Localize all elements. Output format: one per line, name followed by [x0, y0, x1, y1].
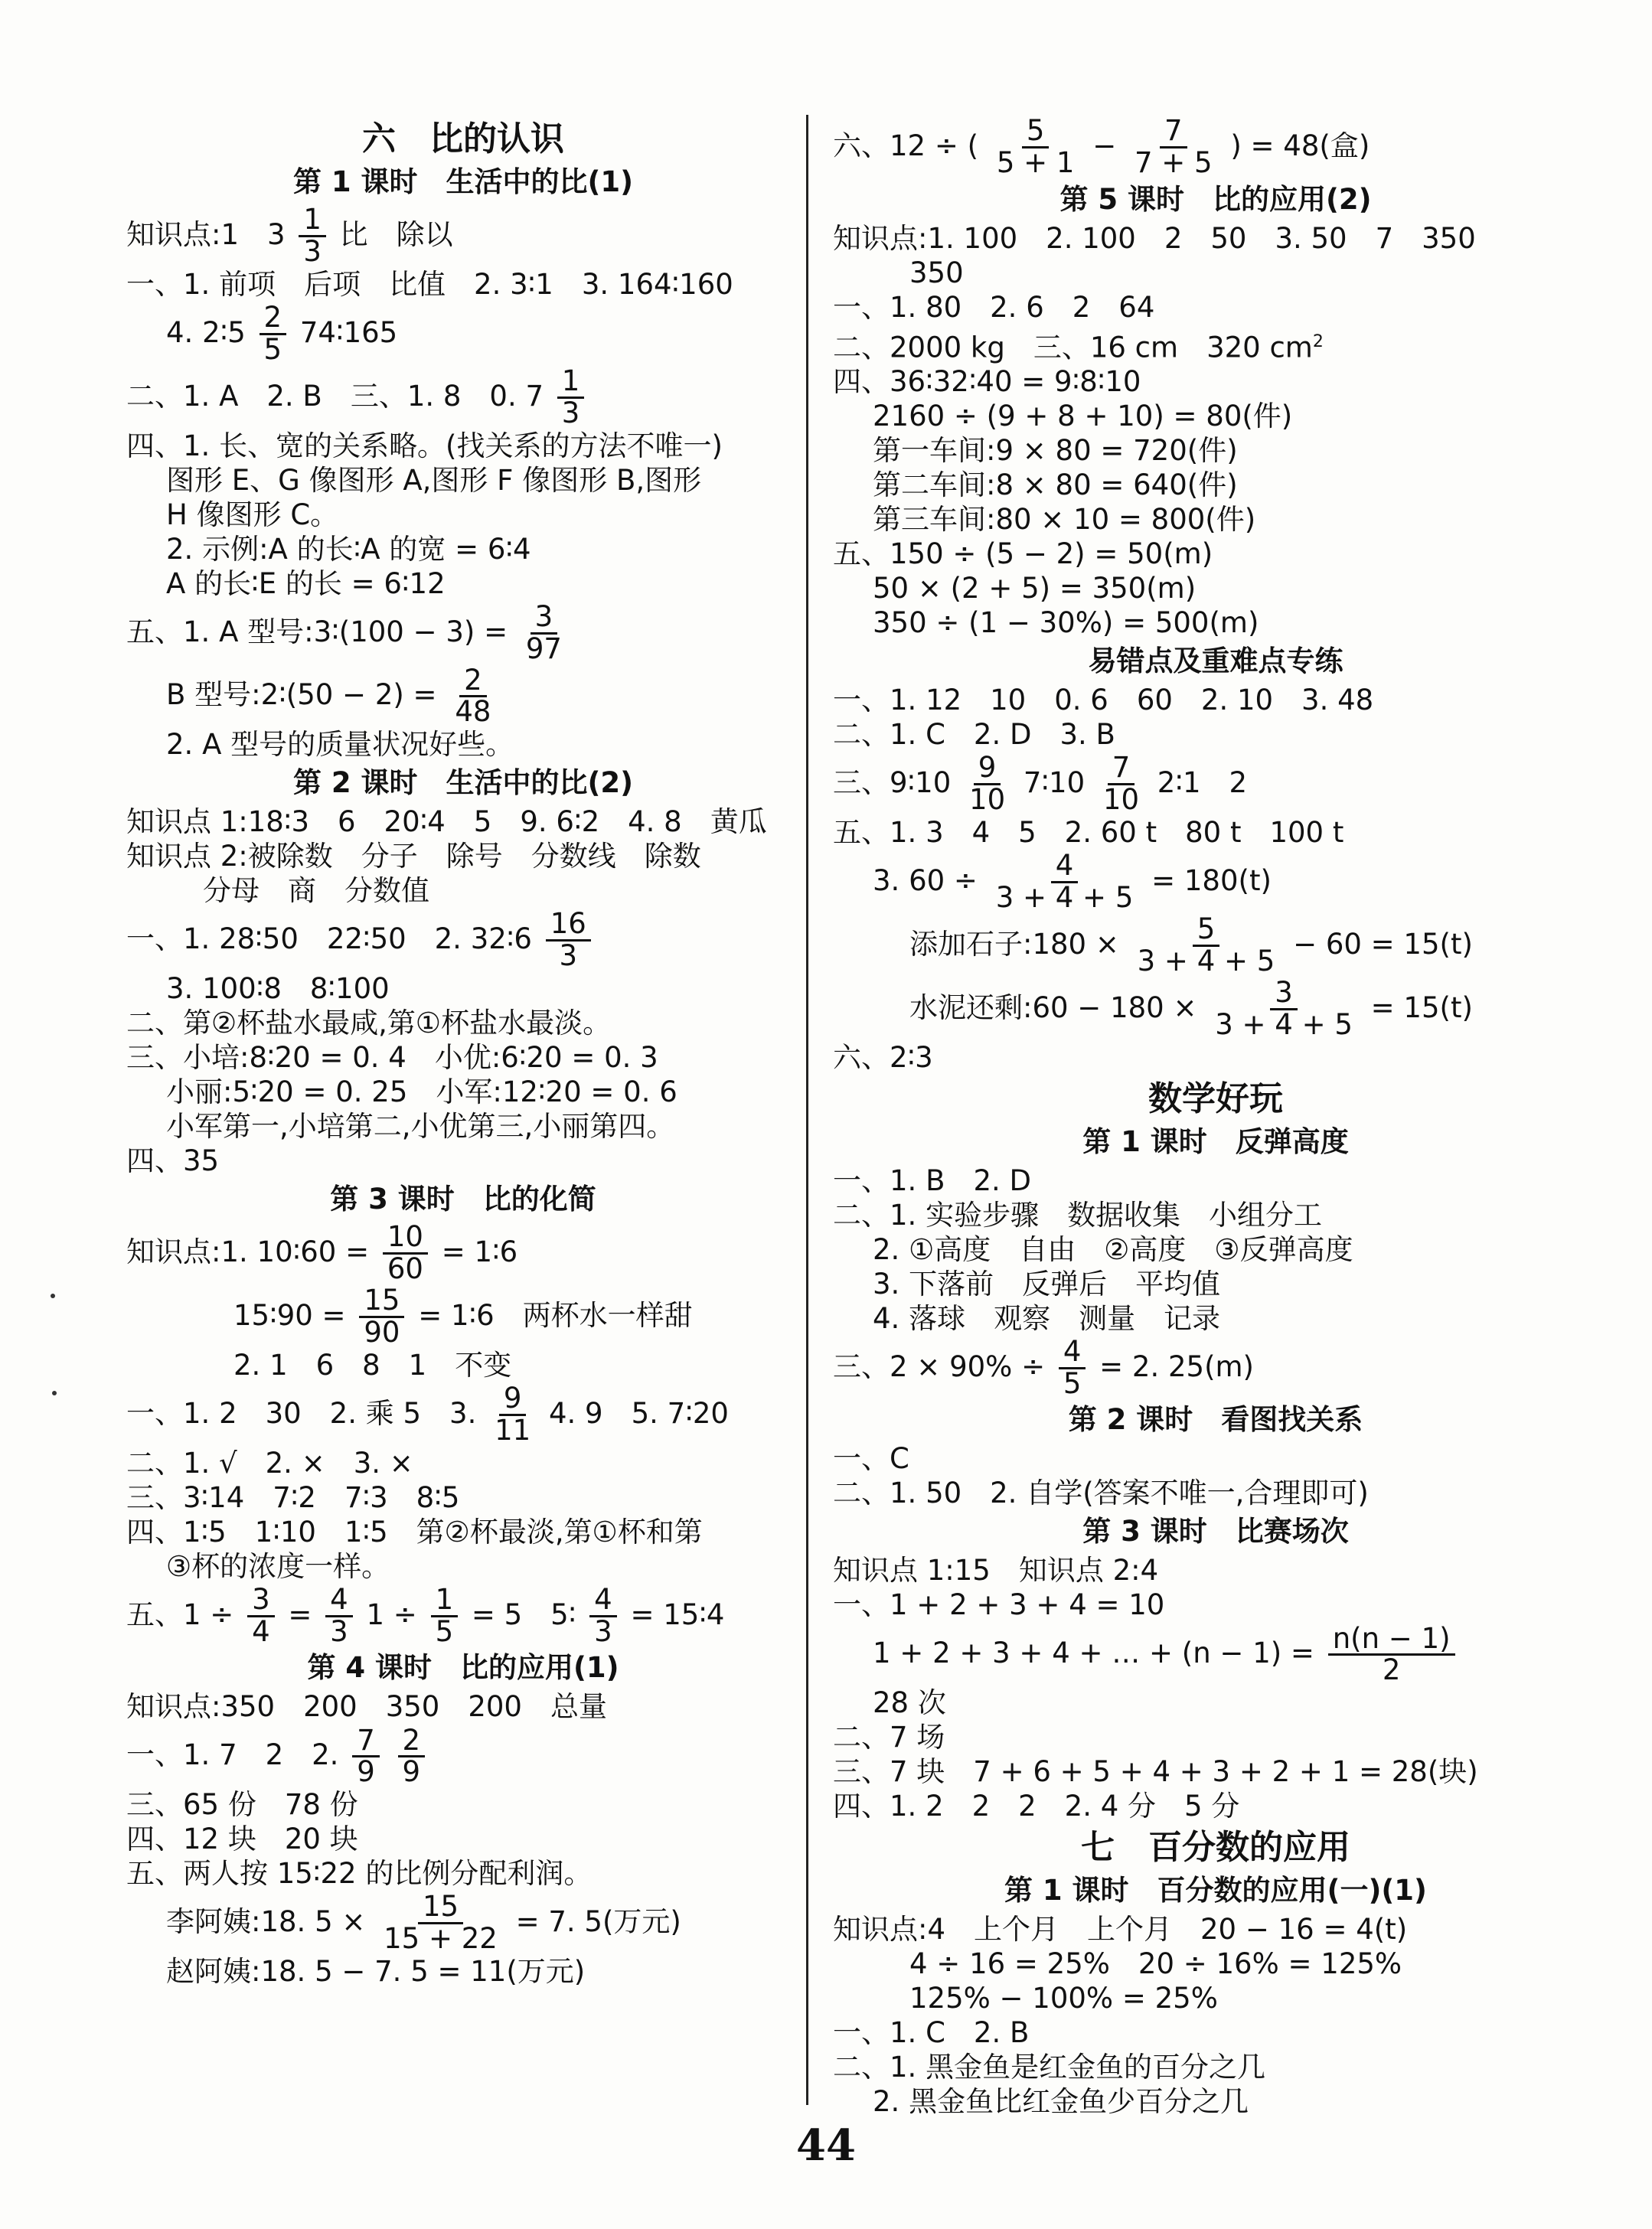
column-divider	[806, 115, 808, 2105]
fraction: $\frac{4}{3}$	[325, 1585, 353, 1647]
section-title: 易错点及重难点专练	[1088, 645, 1343, 678]
scan-dot	[52, 1391, 57, 1395]
answer-line: 李阿姨:18. 5 × $\frac{15}{15 + 22}$ = 7. 5(万元)	[166, 1890, 681, 1956]
answer-line: 28 次	[873, 1686, 946, 1720]
answer-line: A 的长∶E 的长 = 6∶12	[166, 566, 446, 600]
answer-line: 一、1. 前项 后项 比值 2. 3∶1 3. 164∶160	[126, 267, 733, 301]
lesson-title: 第 2 课时 生活中的比(2)	[292, 766, 634, 800]
answer-line: 知识点:4 上个月 上个月 20 − 16 = 4(t)	[833, 1913, 1408, 1947]
fraction: $\frac{10}{60}$	[383, 1222, 428, 1284]
answer-line: 2. ①高度 自由 ②高度 ③反弹高度	[873, 1232, 1353, 1266]
answer-line: 水泥还剩:60 − 180 × $\frac{3}{3 + 4 + 5}$ = 15(t)	[909, 975, 1473, 1041]
answer-line: 一、1. 28∶50 22∶50 2. 32∶6 $\frac{16}{3}$	[126, 908, 800, 971]
page-number: 44	[796, 2120, 856, 2171]
fraction: $\frac{16}{3}$	[546, 909, 591, 971]
fraction: $\frac{5}{3 + 4 + 5}$	[1137, 912, 1275, 977]
answer-line: 一、1. 2 30 2. 乘 5 3. $\frac{9}{11}$ 4. 9 5. 7∶20	[126, 1381, 729, 1447]
fraction: $\frac{1}{3}$	[557, 367, 585, 429]
fraction: $\frac{7}{7 + 5}$	[1134, 114, 1213, 179]
answer-line: ③杯的浓度一样。	[166, 1549, 390, 1583]
answer-line: 四、36∶32∶40 = 9∶8∶10	[833, 365, 1141, 399]
fraction: $\frac{n(n - 1)}{2}$	[1328, 1624, 1455, 1686]
answer-line: 3. 下落前 反弹后 平均值	[873, 1267, 1221, 1301]
answer-line: 四、35	[126, 1144, 220, 1178]
answer-line: 二、1. A 2. B 三、1. 8 0. 7 $\frac{1}{3}$	[126, 365, 800, 429]
answer-line: 50 × (2 + 5) = 350(m)	[873, 572, 1197, 605]
answer-line: 1 + 2 + 3 + 4 + … + (n − 1) = $\frac{n(n - 1)}{2}$	[833, 1622, 1598, 1686]
answer-line: 五、1 ÷ $\frac{3}{4}$ = $\frac{4}{3}$ 1 ÷ $\frac{1}{5}$ = 5 5∶ $\frac{4}{3}$ = 15∶4	[126, 1582, 725, 1648]
answer-line: 知识点 1:18∶3 6 20∶4 5 9. 6∶2 4. 8 黄瓜	[126, 805, 767, 839]
answer-line: 三、小培:8∶20 = 0. 4 小优:6∶20 = 0. 3	[126, 1041, 658, 1075]
answer-line: 三、2 × 90% ÷ $\frac{4}{5}$ = 2. 25(m)	[833, 1334, 1254, 1400]
fraction: $\frac{9}{10}$	[969, 751, 1006, 817]
answer-line: 四、1. 长、宽的关系略。(找关系的方法不唯一)	[126, 429, 723, 462]
answer-line: 二、1. 实验步骤 数据收集 小组分工	[833, 1198, 1323, 1232]
answer-line: B 型号:2∶(50 − 2) = $\frac{2}{48}$	[126, 664, 800, 727]
fraction: $\frac{9}{11}$	[495, 1381, 531, 1447]
lesson-title: 第 1 课时 生活中的比(1)	[292, 165, 634, 198]
answer-line: H 像图形 C。	[166, 498, 339, 531]
fraction: $\frac{5}{5 + 1}$	[996, 114, 1075, 179]
lesson-title: 第 2 课时 看图找关系	[1068, 1403, 1363, 1437]
fraction: $\frac{15}{90}$	[359, 1286, 404, 1348]
answer-line: 四、1. 2 2 2 2. 4 分 5 分	[833, 1790, 1240, 1823]
fraction: $\frac{2}{48}$	[455, 663, 491, 729]
answer-line: 五、150 ÷ (5 − 2) = 50(m)	[833, 537, 1213, 571]
answer-line: 350 ÷ (1 − 30%) = 500(m)	[873, 606, 1259, 640]
answer-line: 知识点:1. 10∶60 = $\frac{10}{60}$ = 1∶6	[126, 1220, 518, 1286]
answer-line: 五、两人按 15∶22 的比例分配利润。	[126, 1857, 593, 1891]
answer-line: 一、C	[833, 1442, 909, 1476]
answer-line: 分母 商 分数值	[203, 874, 429, 908]
answer-line: 六、12 ÷ ( $\frac{5}{5 + 1}$ − $\frac{7}{7 + 5}$ ) = 48(盒)	[833, 114, 1370, 179]
lesson-title: 第 4 课时 比的应用(1)	[307, 1651, 619, 1685]
answer-line: 知识点 1:15 知识点 2:4	[833, 1554, 1159, 1588]
fraction: $\frac{4}{3 + 4 + 5}$	[995, 849, 1134, 915]
fraction: $\frac{1}{3}$	[299, 205, 326, 267]
left-column	[126, 115, 800, 1989]
scan-dot	[51, 1294, 55, 1298]
answer-line: 三、9∶10 $\frac{9}{10}$ 7∶10 $\frac{7}{10}$ 2∶1 2	[833, 751, 1248, 817]
answer-line: 图形 E、G 像图形 A,图形 F 像图形 B,图形	[166, 463, 702, 497]
answer-line: 二、1. C 2. D 3. B	[833, 718, 1115, 752]
fraction: $\frac{1}{5}$	[431, 1585, 459, 1647]
answer-line: 350	[909, 256, 964, 289]
lesson-title: 第 3 课时 比的化简	[330, 1183, 596, 1216]
answer-line: 小军第一,小培第二,小优第三,小丽第四。	[166, 1110, 675, 1144]
answer-line: 2. 黑金鱼比红金鱼少百分之几	[873, 2085, 1249, 2119]
answer-line: 一、1. 12 10 0. 6 60 2. 10 3. 48	[833, 684, 1374, 717]
answer-line: 知识点:1 3 $\frac{1}{3}$ 比 除以	[126, 203, 453, 268]
answer-line: 三、7 块 7 + 6 + 5 + 4 + 3 + 2 + 1 = 28(块)	[833, 1755, 1478, 1789]
answer-line: 2. 示例:A 的长∶A 的宽 = 6∶4	[166, 532, 531, 566]
lesson-title: 第 5 课时 比的应用(2)	[1059, 182, 1372, 216]
answer-line: 二、1. 50 2. 自学(答案不唯一,合理即可)	[833, 1477, 1369, 1510]
fraction: $\frac{4}{3}$	[589, 1585, 617, 1647]
fraction: $\frac{4}{5}$	[1059, 1337, 1086, 1399]
answer-line: 15∶90 = $\frac{15}{90}$ = 1∶6 两杯水一样甜	[233, 1284, 693, 1349]
answer-line: 3. 100∶8 8∶100	[166, 972, 390, 1006]
answer-line: 二、7 场	[833, 1721, 945, 1754]
answer-line: 一、1. C 2. B	[833, 2016, 1030, 2050]
fraction: $\frac{15}{15 + 22}$	[384, 1890, 498, 1956]
answer-line: 2. 1 6 8 1 不变	[233, 1348, 512, 1382]
lesson-title: 第 1 课时 百分数的应用(一)(1)	[1004, 1874, 1427, 1908]
answer-line: 三、3∶14 7∶2 7∶3 8∶5	[126, 1480, 460, 1514]
answer-line: 小丽:5∶20 = 0. 25 小军:12∶20 = 0. 6	[166, 1075, 677, 1109]
answer-line: 一、1. B 2. D	[833, 1163, 1031, 1197]
answer-line: 赵阿姨:18. 5 − 7. 5 = 11(万元)	[166, 1955, 586, 1989]
answer-line: 第二车间:8 × 80 = 640(件)	[873, 468, 1238, 502]
answer-line: 二、2000 kg 三、16 cm 320 $cm^2$	[833, 331, 1324, 364]
answer-line: 第三车间:80 × 10 = 800(件)	[873, 503, 1256, 537]
answer-line: 一、1. 80 2. 6 2 64	[833, 290, 1155, 324]
chapter-title: 数学好玩	[1148, 1079, 1283, 1118]
lesson-title: 第 1 课时 反弹高度	[1082, 1124, 1349, 1158]
answer-line: 二、1. √ 2. × 3. ×	[126, 1446, 413, 1480]
answer-line: 四、12 块 20 块	[126, 1823, 358, 1856]
answer-line: 四、1∶5 1∶10 1∶5 第②杯最淡,第①杯和第	[126, 1515, 703, 1549]
answer-line: 二、第②杯盐水最咸,第①杯盐水最淡。	[126, 1007, 612, 1040]
answer-line: 2. A 型号的质量状况好些。	[166, 728, 514, 762]
answer-line: 五、1. A 型号:3∶(100 − 3) = $\frac{3}{97}$	[126, 601, 800, 664]
answer-line: 三、65 份 78 份	[126, 1788, 358, 1822]
answer-line: 六、2∶3	[833, 1040, 933, 1074]
lesson-title: 第 3 课时 比赛场次	[1082, 1515, 1349, 1549]
fraction: $\frac{3}{4}$	[247, 1585, 275, 1647]
answer-line: 一、1 + 2 + 3 + 4 = 10	[833, 1588, 1165, 1622]
answer-line: 4. 落球 观察 测量 记录	[873, 1301, 1221, 1335]
answer-line: 4 ÷ 16 = 25% 20 ÷ 16% = 125%	[909, 1947, 1402, 1981]
answer-line: 添加石子:180 × $\frac{5}{3 + 4 + 5}$ − 60 = 15(t)	[909, 912, 1473, 977]
answer-line: 第一车间:9 × 80 = 720(件)	[873, 434, 1238, 468]
answer-line: 知识点 2:被除数 分子 除号 分数线 除数	[126, 840, 701, 873]
fraction: $\frac{3}{3 + 4 + 5}$	[1215, 975, 1353, 1041]
answer-line: 二、1. 黑金鱼是红金鱼的百分之几	[833, 2051, 1266, 2084]
answer-line: 一、1. 7 2 2. $\frac{7}{9}$ $\frac{2}{9}$	[126, 1724, 800, 1787]
fraction: $\frac{2}{9}$	[398, 1726, 426, 1788]
fraction: $\frac{3}{97}$	[525, 599, 562, 665]
answer-line: 3. 60 ÷ $\frac{4}{3 + 4 + 5}$ = 180(t)	[873, 849, 1272, 915]
answer-line: 知识点:350 200 350 200 总量	[126, 1690, 607, 1724]
chapter-title: 七 百分数的应用	[1081, 1828, 1350, 1868]
fraction: $\frac{7}{10}$	[1102, 751, 1140, 817]
right-column	[833, 115, 1598, 2119]
fraction: $\frac{2}{5}$	[260, 303, 287, 365]
fraction: $\frac{7}{9}$	[352, 1726, 380, 1788]
answer-line: 4. 2∶5 $\frac{2}{5}$ 74∶165	[166, 301, 398, 366]
answer-line: 知识点:1. 100 2. 100 2 50 3. 50 7 350	[833, 221, 1476, 255]
answer-line: 五、1. 3 4 5 2. 60 t 80 t 100 t	[833, 816, 1344, 850]
chapter-title: 六 比的认识	[362, 119, 564, 158]
answer-line: 2160 ÷ (9 + 8 + 10) = 80(件)	[873, 400, 1293, 433]
answer-line: 125% − 100% = 25%	[909, 1982, 1218, 2015]
